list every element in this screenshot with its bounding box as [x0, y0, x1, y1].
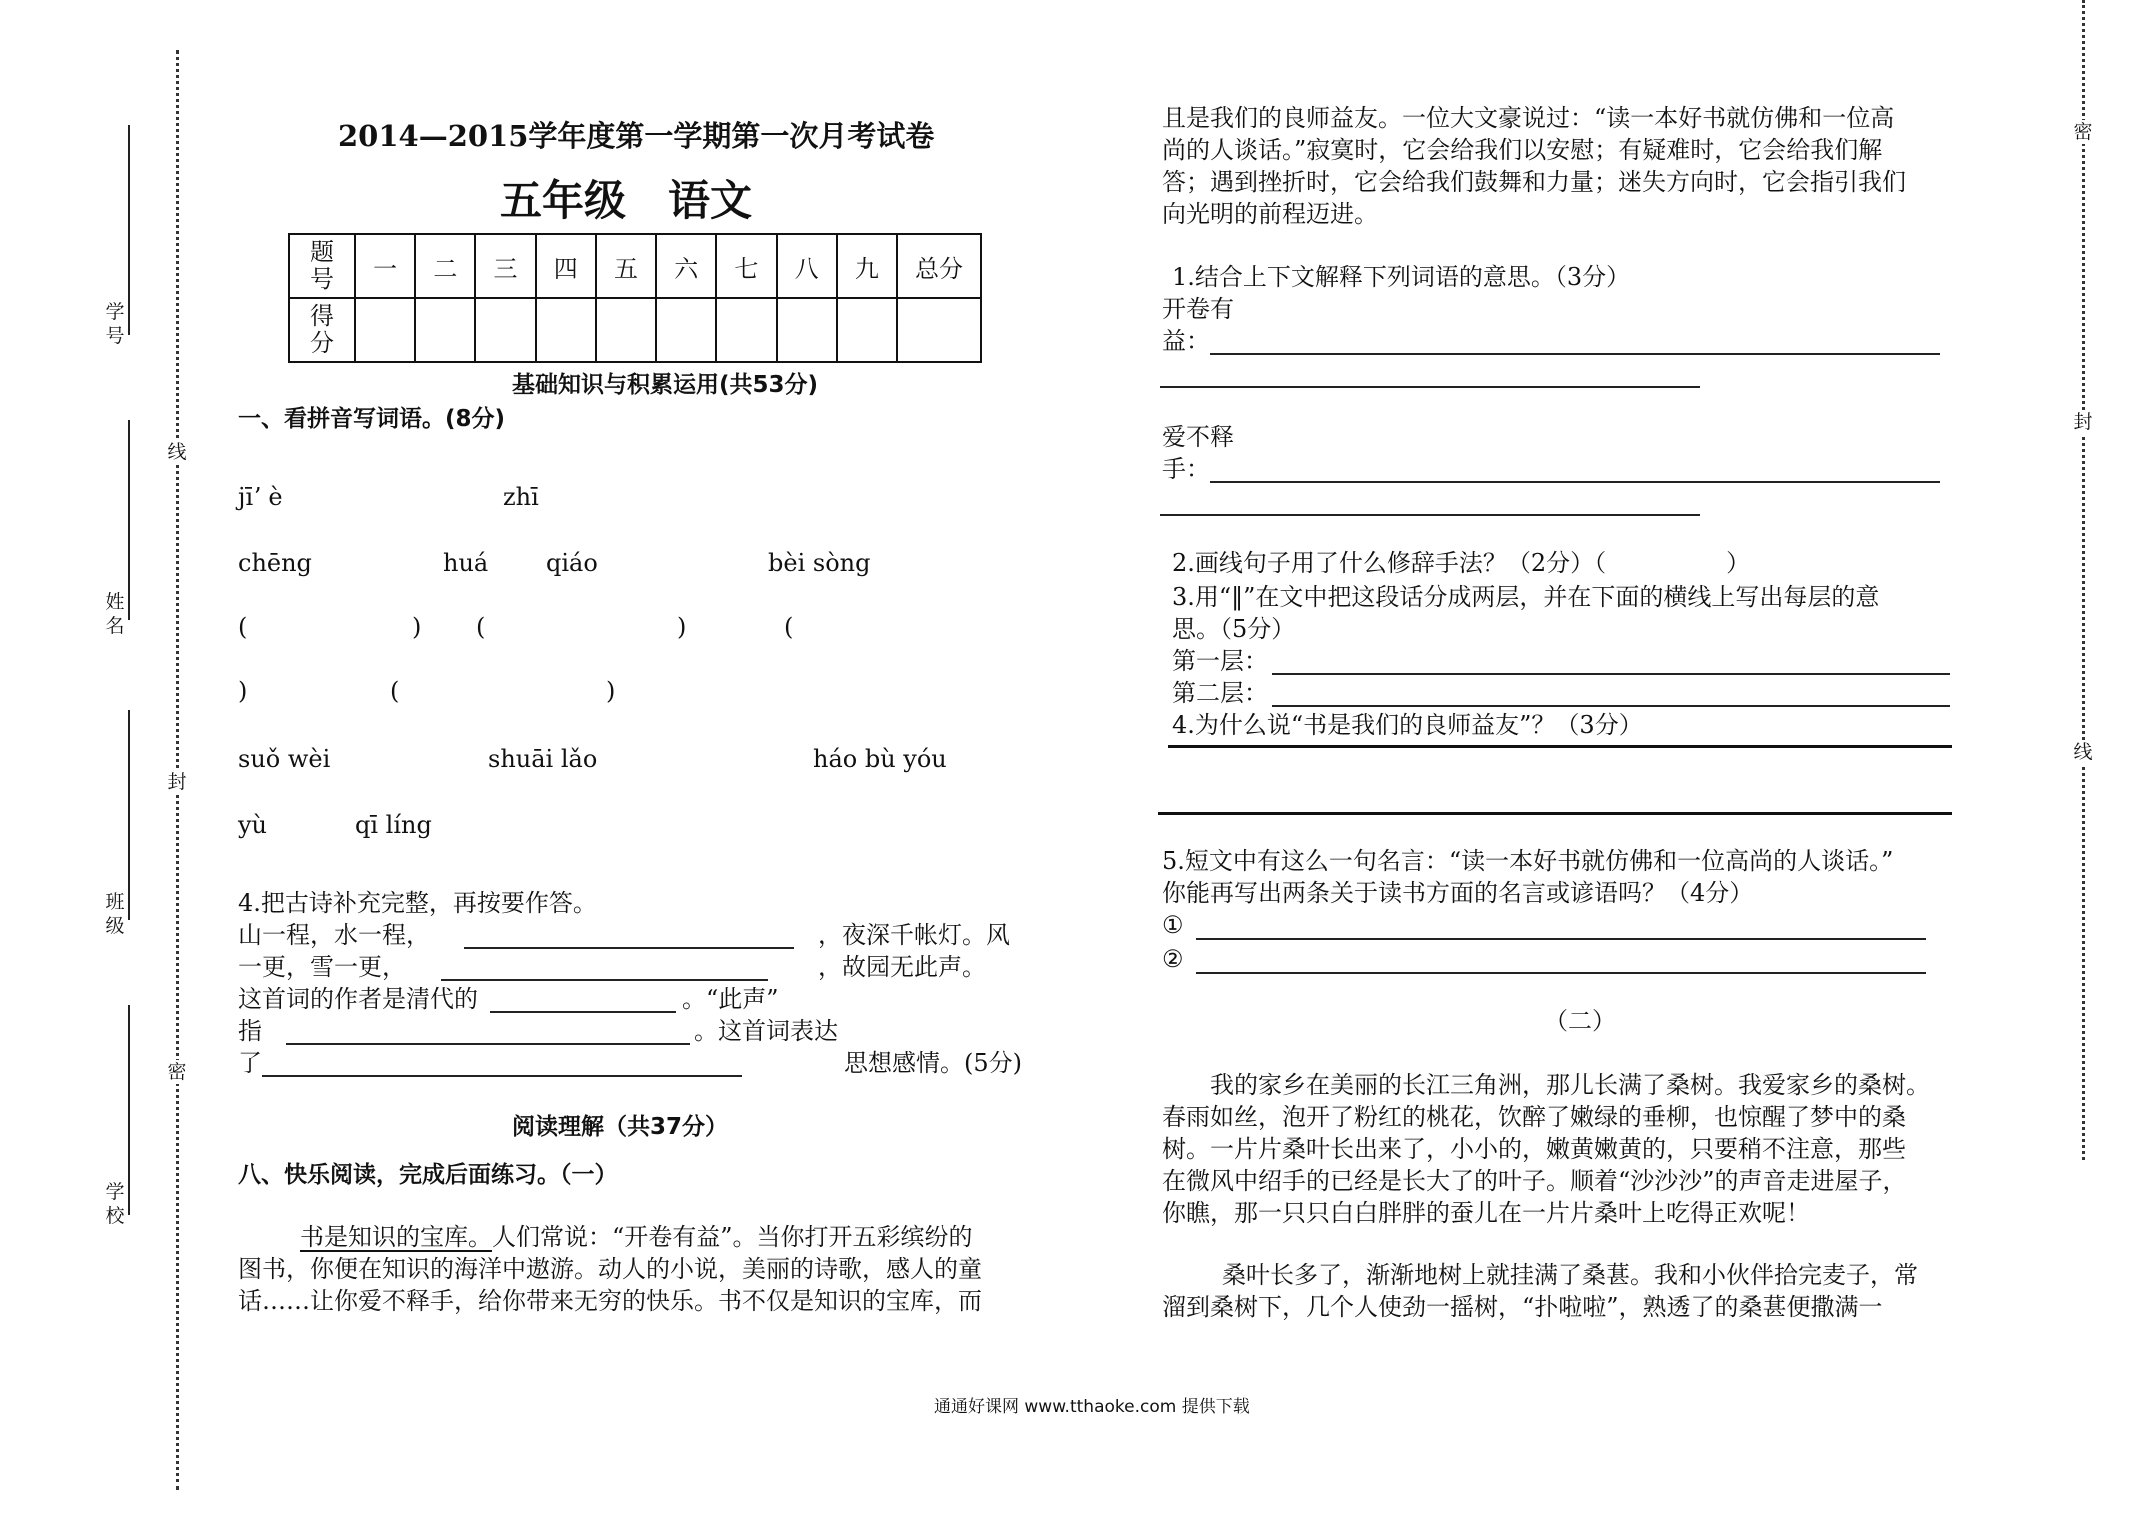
layer-1-answer-line[interactable] — [1272, 673, 1950, 675]
reading-q5-line-2: 你能再写出两条关于读书方面的名言或谚语吗？（4分） — [1162, 879, 1754, 907]
seal-char-secret: 密 — [162, 1060, 192, 1084]
score-table — [288, 233, 982, 363]
poem-line-2a: 一更，雪一更， — [238, 953, 406, 981]
margin-label-name: 姓名 — [105, 591, 125, 637]
answer-bracket[interactable]: ( — [238, 613, 248, 641]
answer-bracket[interactable]: ( — [476, 613, 486, 641]
poem-author-blank[interactable] — [490, 1011, 676, 1013]
score-cell[interactable] — [415, 298, 475, 362]
pinyin-item: jīʼ è — [238, 483, 283, 511]
word-2-answer-line[interactable] — [1210, 481, 1940, 483]
section-basic-heading: 基础知识与积累运用(共53分) — [512, 372, 819, 398]
quote-1-answer-line[interactable] — [1196, 938, 1926, 940]
poem-sound-blank[interactable] — [286, 1043, 690, 1045]
seal-char-right-seal: 封 — [2068, 410, 2098, 434]
score-cell[interactable] — [536, 298, 596, 362]
poem-blank-2[interactable] — [441, 979, 768, 981]
word-1-line-b: 益： — [1162, 327, 1210, 355]
pinyin-item: chēng — [238, 549, 312, 577]
score-col-3: 三 — [475, 234, 535, 298]
layer-2-label: 第二层： — [1172, 679, 1268, 707]
score-col-6: 六 — [656, 234, 716, 298]
passage-2-heading: （二） — [1544, 1007, 1616, 1035]
answer-bracket[interactable]: ) — [238, 677, 248, 705]
layer-1-label: 第一层： — [1172, 647, 1268, 675]
question-8: 八、快乐阅读，完成后面练习。（一） — [238, 1162, 618, 1188]
passage-2-line-3: 树。一片片桑叶长出来了，小小的，嫩黄嫩黄的，只要稍不注意，那些 — [1162, 1135, 1906, 1163]
passage-2-line-4: 在微风中绍手的已经是长大了的叶子。顺着“沙沙沙”的声音走进屋子， — [1162, 1167, 1907, 1195]
score-cell[interactable] — [596, 298, 656, 362]
pinyin-item: bèi sòng — [768, 549, 871, 577]
margin-label-school: 学校 — [105, 1181, 125, 1227]
seal-char-seal: 封 — [162, 770, 192, 794]
answer-bracket[interactable]: ) — [412, 613, 422, 641]
answer-bracket[interactable]: ( — [784, 613, 794, 641]
passage-1-line-2: 图书，你便在知识的海洋中遨游。动人的小说，美丽的诗歌，感人的童 — [238, 1255, 982, 1283]
reading-q1: 1.结合上下文解释下列词语的意思。（3分） — [1172, 263, 1631, 291]
word-2-line-a: 爱不释 — [1162, 423, 1234, 451]
poem-line-3a: 这首词的作者是清代的 — [238, 985, 478, 1013]
quote-2-marker: ② — [1162, 945, 1184, 973]
footer-source: 通通好课网 www.tthaoke.com 提供下载 — [934, 1397, 1250, 1417]
pinyin-item: yù — [238, 811, 268, 839]
score-cell[interactable] — [475, 298, 535, 362]
score-col-1: 一 — [355, 234, 415, 298]
passage-1-line-7: 向光明的前程迈进。 — [1162, 200, 1378, 228]
quote-2-answer-line[interactable] — [1196, 972, 1926, 974]
seal-char-line: 线 — [162, 440, 192, 464]
seal-char-right-secret: 密 — [2068, 120, 2098, 144]
passage-1-line-3: 话……让你爱不释手，给你带来无穷的快乐。书不仅是知识的宝库，而 — [238, 1287, 982, 1315]
score-row-label: 得分 — [289, 298, 355, 362]
seal-char-right-line: 线 — [2068, 740, 2098, 764]
score-cell[interactable] — [656, 298, 716, 362]
poem-line-5b: 思想感情。(5分) — [844, 1049, 1022, 1077]
answer-bracket[interactable]: ( — [390, 677, 400, 705]
question-1-pinyin: 一、看拼音写词语。(8分) — [238, 406, 506, 432]
poem-blank-1[interactable] — [464, 947, 794, 949]
passage-2-line-2: 春雨如丝，泡开了粉红的桃花，饮醉了嫩绿的垂柳，也惊醒了梦中的桑 — [1162, 1103, 1906, 1131]
answer-bracket[interactable]: ) — [677, 613, 687, 641]
poem-line-4a: 指 — [238, 1017, 262, 1045]
poem-line-4b: 。这首词表达 — [694, 1017, 838, 1045]
margin-label-student-id: 学号 — [105, 301, 125, 347]
exam-subject: 五年级 语文 — [500, 176, 753, 225]
score-cell[interactable] — [777, 298, 837, 362]
score-cell[interactable] — [716, 298, 776, 362]
score-cell[interactable] — [355, 298, 415, 362]
reading-q5-line-1: 5.短文中有这么一句名言：“读一本好书就仿佛和一位高尚的人谈话。” — [1162, 847, 1894, 875]
pinyin-item: háo bù yóu — [813, 745, 947, 773]
poem-line-1b: ，夜深千帐灯。风 — [818, 921, 1010, 949]
score-col-4: 四 — [536, 234, 596, 298]
passage-2-line-7: 溜到桑树下，几个人使劲一摇树，“扑啦啦”，熟透了的桑葚便撒满一 — [1162, 1293, 1883, 1321]
margin-blank-student-id — [128, 125, 130, 335]
margin-blank-school — [128, 1005, 130, 1215]
poem-feeling-blank[interactable] — [262, 1075, 742, 1077]
margin-blank-class — [128, 710, 130, 920]
passage-2-line-5: 你瞧，那一只只白白胖胖的蚕儿在一片片桑叶上吃得正欢呢！ — [1162, 1199, 1810, 1227]
score-cell[interactable] — [837, 298, 897, 362]
poem-line-1a: 山一程，水一程， — [238, 921, 430, 949]
section-reading-heading: 阅读理解（共37分） — [512, 1114, 729, 1140]
word-1-answer-line[interactable] — [1210, 353, 1940, 355]
exam-title: 2014—2015学年度第一学期第一次月考试卷 — [338, 119, 935, 153]
q4-answer-line[interactable] — [1168, 745, 1952, 748]
word-1-answer-line-2[interactable] — [1160, 386, 1700, 388]
passage-1-line-6: 答；遇到挫折时，它会给我们鼓舞和力量；迷失方向时，它会指引我们 — [1162, 168, 1906, 196]
reading-q2: 2.画线句子用了什么修辞手法？（2分）（ ） — [1172, 549, 1751, 577]
reading-q4: 4.为什么说“书是我们的良师益友”？（3分） — [1172, 711, 1643, 739]
pinyin-item: zhī — [503, 483, 539, 511]
passage-2-line-6: 桑叶长多了，渐渐地树上就挂满了桑葚。我和小伙伴拾完麦子，常 — [1222, 1261, 1918, 1289]
score-col-total: 总分 — [897, 234, 981, 298]
passage-1-line-1: 书是知识的宝库。人们常说：“开卷有益”。当你打开五彩缤纷的 — [300, 1223, 973, 1251]
word-1-line-a: 开卷有 — [1162, 295, 1234, 323]
margin-blank-name — [128, 420, 130, 620]
reading-q3-line-2: 思。（5分） — [1172, 615, 1296, 643]
layer-2-answer-line[interactable] — [1272, 705, 1950, 707]
score-cell[interactable] — [897, 298, 981, 362]
poem-line-5a: 了 — [238, 1049, 262, 1077]
score-col-8: 八 — [777, 234, 837, 298]
score-row-label: 题号 — [289, 234, 355, 298]
score-col-2: 二 — [415, 234, 475, 298]
margin-label-class: 班级 — [105, 891, 125, 937]
question-poem: 4.把古诗补充完整，再按要作答。 — [238, 889, 597, 917]
right-dotted-cut-line — [2082, 0, 2085, 1160]
passage-1-line-4: 且是我们的良师益友。一位大文豪说过：“读一本好书就仿佛和一位高 — [1162, 104, 1895, 132]
poem-line-2b: ，故园无此声。 — [818, 953, 986, 981]
answer-bracket[interactable]: ) — [606, 677, 616, 705]
score-col-7: 七 — [716, 234, 776, 298]
passage-1-line-5: 尚的人谈话。”寂寞时，它会给我们以安慰；有疑难时，它会给我们解 — [1162, 136, 1883, 164]
pinyin-item: qī líng — [355, 811, 432, 839]
pinyin-item: qiáo — [546, 549, 598, 577]
passage-2-line-1: 我的家乡在美丽的长江三角洲，那儿长满了桑树。我爱家乡的桑树。 — [1210, 1071, 1930, 1099]
pinyin-item: suǒ wèi — [238, 745, 331, 773]
pinyin-item: shuāi lǎo — [488, 745, 598, 773]
q4-answer-line-2[interactable] — [1158, 812, 1952, 815]
poem-line-3b: 。“此声” — [682, 985, 779, 1013]
underlined-sentence: 书是知识的宝库。 — [300, 1223, 492, 1251]
reading-q3-line-1: 3.用“‖”在文中把这段话分成两层，并在下面的横线上写出每层的意 — [1172, 583, 1880, 611]
quote-1-marker: ① — [1162, 911, 1184, 939]
word-2-answer-line-2[interactable] — [1160, 514, 1700, 516]
score-col-9: 九 — [837, 234, 897, 298]
score-col-5: 五 — [596, 234, 656, 298]
pinyin-item: huá — [443, 549, 489, 577]
word-2-line-b: 手： — [1162, 455, 1210, 483]
